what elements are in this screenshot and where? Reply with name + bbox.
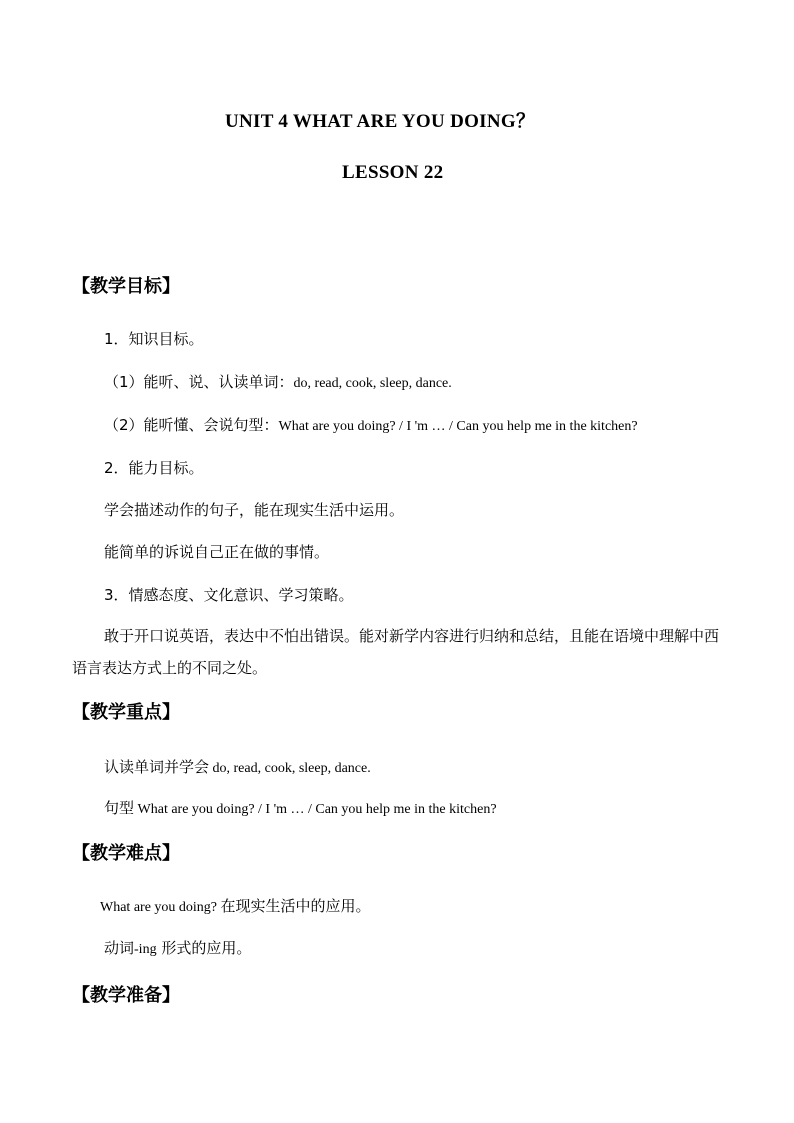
- ability-text-1: 学会描述动作的句子，能在现实生活中运用。: [104, 501, 405, 519]
- preparation-heading: 【教学准备】: [72, 985, 180, 1006]
- key-sentences-cn: 句型: [104, 799, 135, 817]
- key-words-cn: 认读单词并学会: [104, 758, 210, 776]
- key-point-words: [104, 756, 371, 777]
- ability-text-2: 能简单的诉说自己正在做的事情。: [104, 543, 330, 561]
- difficulty-sentence-cn: 在现实生活中的应用。: [220, 897, 371, 915]
- attitude-text: 敢于开口说英语，表达中不怕出错误。能对新学内容进行归纳和总结，且能在语境中理解中西语言表达方式上的不同之处。: [72, 627, 720, 677]
- goal-item-knowledge: 1．知识目标。: [104, 330, 204, 348]
- goals-heading: 【教学目标】: [72, 276, 180, 297]
- page-title: UNIT 4 WHAT ARE YOU DOING？: [225, 111, 536, 132]
- difficulty-verb-cn2: 形式的应用。: [156, 939, 252, 957]
- goal-sentences-cn: （2）能听懂、会说句型：: [104, 416, 279, 434]
- goal-item-sentences: [104, 414, 638, 435]
- key-sentences-en: What are you doing? / I 'm … / Can you help me in the kitchen?: [134, 802, 497, 817]
- key-points-heading: 【教学重点】: [72, 702, 180, 723]
- lesson-subtitle: LESSON 22: [342, 162, 444, 183]
- goal-item-words: [104, 371, 452, 392]
- goal-words-en: do, read, cook, sleep, dance.: [293, 376, 452, 391]
- difficulty-sentence-en: What are you doing?: [100, 900, 221, 915]
- goal-sentences-en: What are you doing? / I 'm … / Can you help me in the kitchen?: [278, 419, 638, 434]
- difficulty-verb-en: -ing: [134, 942, 157, 957]
- difficulties-heading: 【教学难点】: [72, 843, 180, 864]
- goal-item-attitude: 3．情感态度、文化意识、学习策略。: [104, 586, 354, 604]
- difficulty-sentence: [100, 895, 371, 916]
- difficulty-verb-ing: [104, 937, 251, 958]
- key-point-sentences: [104, 797, 497, 818]
- difficulty-verb-cn1: 动词: [104, 939, 135, 957]
- goal-words-cn: （1）能听、说、认读单词：: [104, 373, 294, 391]
- goal-item-ability: 2．能力目标。: [104, 459, 204, 477]
- key-words-en: do, read, cook, sleep, dance.: [209, 761, 371, 776]
